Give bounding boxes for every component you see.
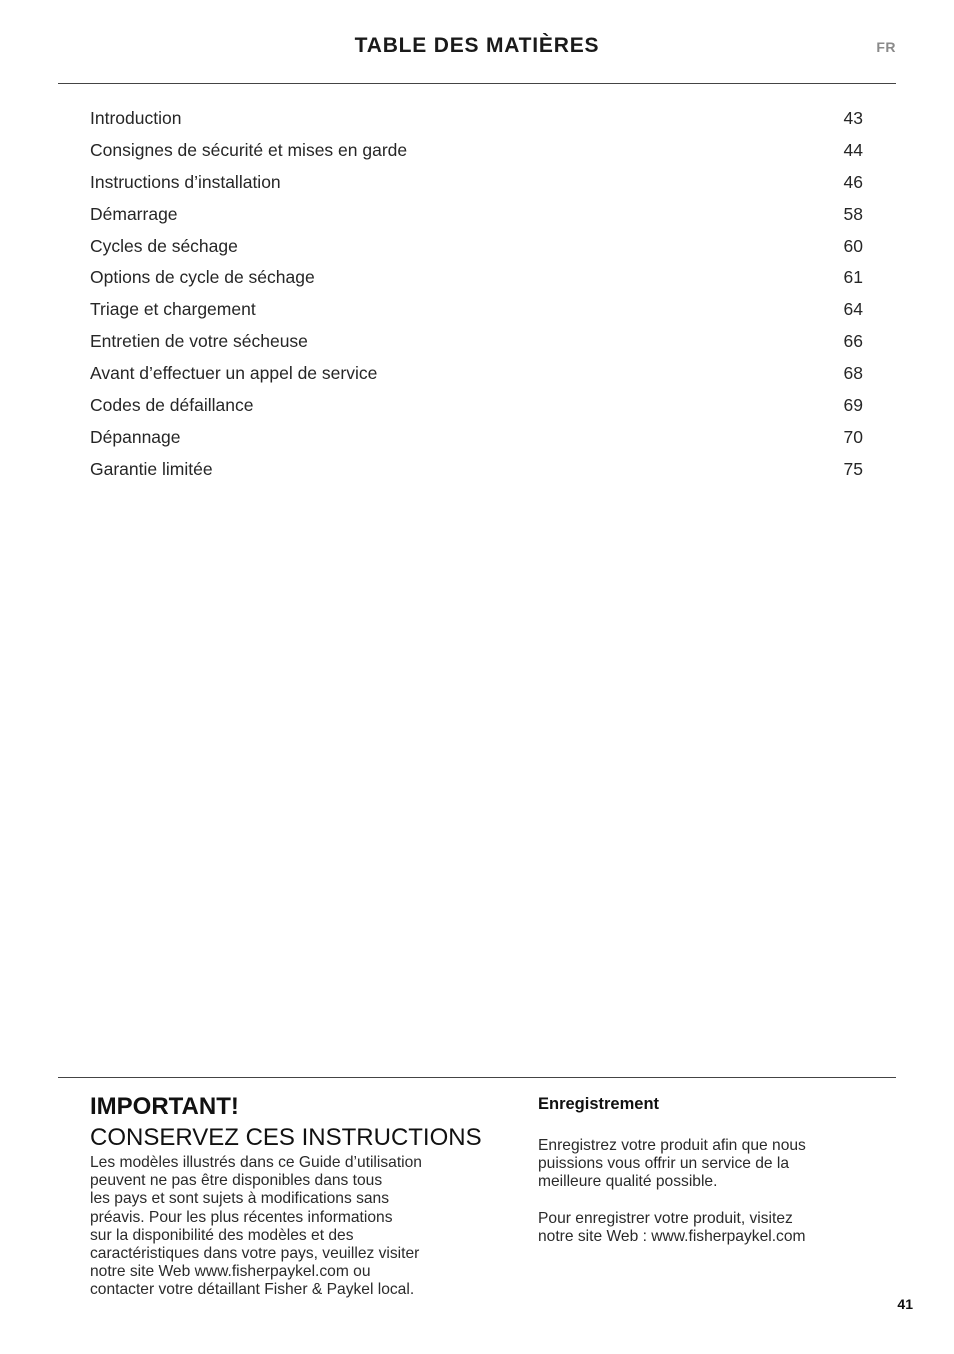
registration-line: puissions vous offrir un service de la: [538, 1155, 790, 1173]
registration-paragraph-1: [538, 1137, 888, 1192]
toc-entry-label: Garantie limitée: [90, 458, 213, 479]
registration-section: [538, 1093, 888, 1246]
toc-entry-label: Entretien de votre sécheuse: [90, 331, 308, 352]
page-title: TABLE DES MATIÈRES: [354, 34, 600, 57]
toc-entry[interactable]: [90, 427, 863, 459]
toc-entry[interactable]: [90, 395, 863, 427]
toc-entry-page: 64: [843, 299, 863, 320]
toc-entry-label: Démarrage: [90, 203, 178, 224]
toc-entry[interactable]: [90, 363, 863, 395]
registration-line: notre site Web : www.fisherpaykel.com: [538, 1227, 806, 1245]
important-line: contacter votre détaillant Fisher & Paykel local.: [90, 1281, 415, 1299]
header-divider: [58, 83, 896, 84]
important-line: les pays et sont sujets à modifications sans: [90, 1190, 390, 1208]
toc-entry-page: 66: [843, 331, 863, 352]
toc-entry-page: 44: [843, 139, 863, 160]
registration-line: Enregistrez votre produit afin que nous: [538, 1137, 806, 1154]
registration-paragraph-2: [538, 1210, 888, 1246]
toc-entry-page: 68: [843, 363, 863, 384]
toc-entry-page: 43: [843, 108, 863, 128]
important-line: préavis. Pour les plus récentes informations: [90, 1208, 393, 1226]
registration-line: Pour enregistrer votre produit, visitez: [538, 1209, 793, 1227]
toc-entry-page: 61: [843, 267, 863, 288]
toc-entry-page: 75: [843, 458, 863, 479]
important-subheading: CONSERVEZ CES INSTRUCTIONS: [90, 1124, 482, 1151]
toc-entry[interactable]: [90, 140, 863, 172]
toc-entry[interactable]: [90, 299, 863, 331]
important-line: caractéristiques dans votre pays, veuillez visiter: [90, 1245, 420, 1263]
toc-entry-page: 70: [843, 426, 863, 447]
important-body: [90, 1154, 510, 1300]
page-number: 41: [897, 1296, 913, 1312]
important-line: Les modèles illustrés dans ce Guide d’utilisation: [90, 1154, 422, 1171]
footer-divider: [58, 1077, 896, 1078]
toc-entry-label: Consignes de sécurité et mises en garde: [90, 139, 408, 160]
toc-entry-label: Introduction: [90, 108, 182, 128]
toc-entry-label: Cycles de séchage: [90, 235, 238, 256]
toc-entry-label: Codes de défaillance: [90, 395, 254, 416]
toc-entry[interactable]: [90, 108, 863, 140]
toc-entry-page: 46: [843, 171, 863, 192]
toc-entry-page: 69: [843, 395, 863, 416]
registration-line: meilleure qualité possible.: [538, 1173, 718, 1191]
important-line: sur la disponibilité des modèles et des: [90, 1226, 354, 1244]
toc-entry[interactable]: [90, 236, 863, 268]
toc-entry-label: Options de cycle de séchage: [90, 267, 315, 288]
important-line: notre site Web www.fisherpaykel.com ou: [90, 1263, 371, 1281]
registration-heading: Enregistrement: [538, 1095, 660, 1113]
important-notice: [90, 1092, 510, 1300]
toc-entry[interactable]: [90, 331, 863, 363]
toc-entry-label: Dépannage: [90, 426, 181, 447]
toc-entry[interactable]: [90, 267, 863, 299]
toc-entry-label: Avant d’effectuer un appel de service: [90, 363, 378, 384]
toc-entry-page: 60: [843, 235, 863, 256]
table-of-contents: [90, 108, 863, 491]
toc-entry-label: Instructions d’installation: [90, 171, 281, 192]
toc-entry-page: 58: [843, 203, 863, 224]
language-tag: FR: [876, 39, 896, 55]
important-heading: IMPORTANT!: [90, 1093, 239, 1120]
toc-entry[interactable]: [90, 172, 863, 204]
toc-entry[interactable]: [90, 459, 863, 491]
toc-entry-label: Triage et chargement: [90, 299, 256, 320]
toc-entry[interactable]: [90, 204, 863, 236]
important-line: peuvent ne pas être disponibles dans tous: [90, 1172, 383, 1190]
